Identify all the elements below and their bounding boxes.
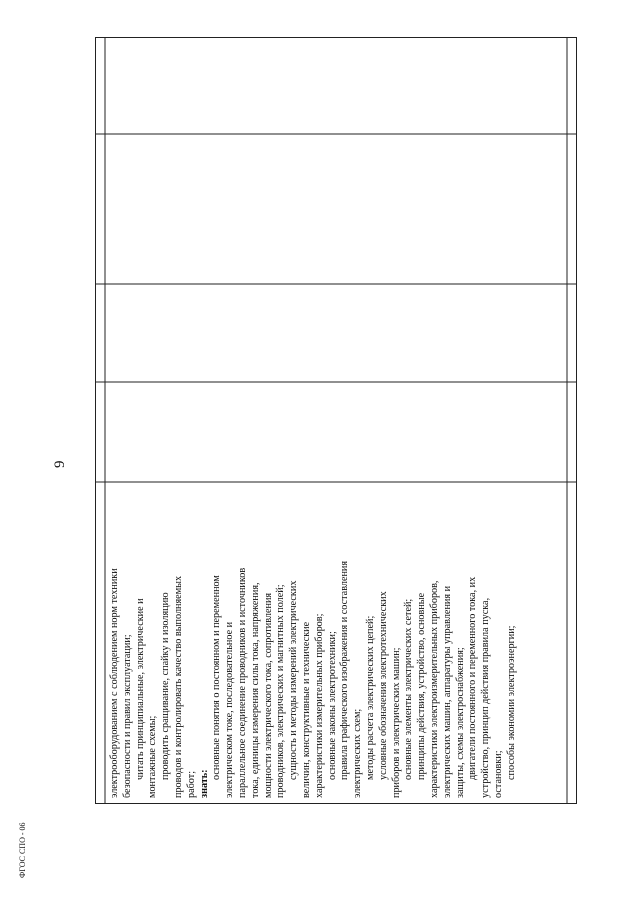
content-line: приборов и электрических машин;: [390, 647, 402, 798]
content-line: безопасности и правил эксплуатации;: [121, 634, 133, 798]
content-line: электрических машин, аппаратуры управления и: [441, 585, 453, 798]
rotated-table: [95, 37, 577, 804]
content-line: параллельное соединение проводников и источников: [236, 567, 248, 798]
content-line: мощности электрического тока, сопротивления: [262, 592, 274, 798]
footer-text: ФГОС СПО - 06: [18, 822, 27, 878]
page-number-text: 9: [52, 460, 68, 468]
content-line: способы экономии электроэнергии;: [505, 625, 517, 780]
content-line: работ;: [185, 770, 197, 798]
content-line: электрическом токе, последовательное и: [224, 621, 236, 798]
content-line: знать:: [198, 769, 210, 798]
content-line: проводить сращивание, спайку и изоляцию: [160, 592, 172, 780]
content-cell: [109, 486, 565, 798]
content-line: электрических схем;: [352, 708, 364, 798]
content-line: защиты, схемы электроснабжения;: [454, 647, 466, 798]
content-line: методы расчета электрических цепей;: [364, 615, 376, 780]
content-line: величин, конструктивные и технические: [300, 621, 312, 798]
content-line: устройство, принцип действия правила пуска,: [480, 597, 492, 798]
content-line: основные элементы электрических сетей;: [403, 598, 415, 780]
content-line: монтажные схемы;: [147, 715, 159, 798]
content-line: характеристики измерительных приборов;: [313, 613, 325, 798]
content-line: тока, единицы измерения силы тока, напряжения,: [249, 582, 261, 798]
content-line: остановки;: [492, 750, 504, 798]
content-line: правила графического изображения и составления: [339, 560, 351, 780]
content-line: читать принципиальные, электрические и: [134, 598, 146, 780]
content-line: проводников, электрических и магнитных полей;: [275, 584, 287, 798]
content-line: условные обозначения электротехнических: [377, 591, 389, 780]
content-line: основные понятия о постоянном и переменном: [211, 575, 223, 780]
content-line: проводов и контролировать качество выполняемых: [172, 575, 184, 798]
content-line: принципы действия, устройство, основные: [416, 592, 428, 780]
content-line: сущность и методы измерений электрических: [288, 580, 300, 780]
content-line: двигатели постоянного и переменного тока, их: [467, 576, 479, 780]
content-line: характеристики электроизмерительных приборов,: [428, 580, 440, 798]
content-line: электрооборудованием с соблюдением норм техники: [109, 568, 120, 798]
content-line: основные законы электротехники;: [326, 631, 338, 780]
content-lines: [109, 486, 519, 798]
